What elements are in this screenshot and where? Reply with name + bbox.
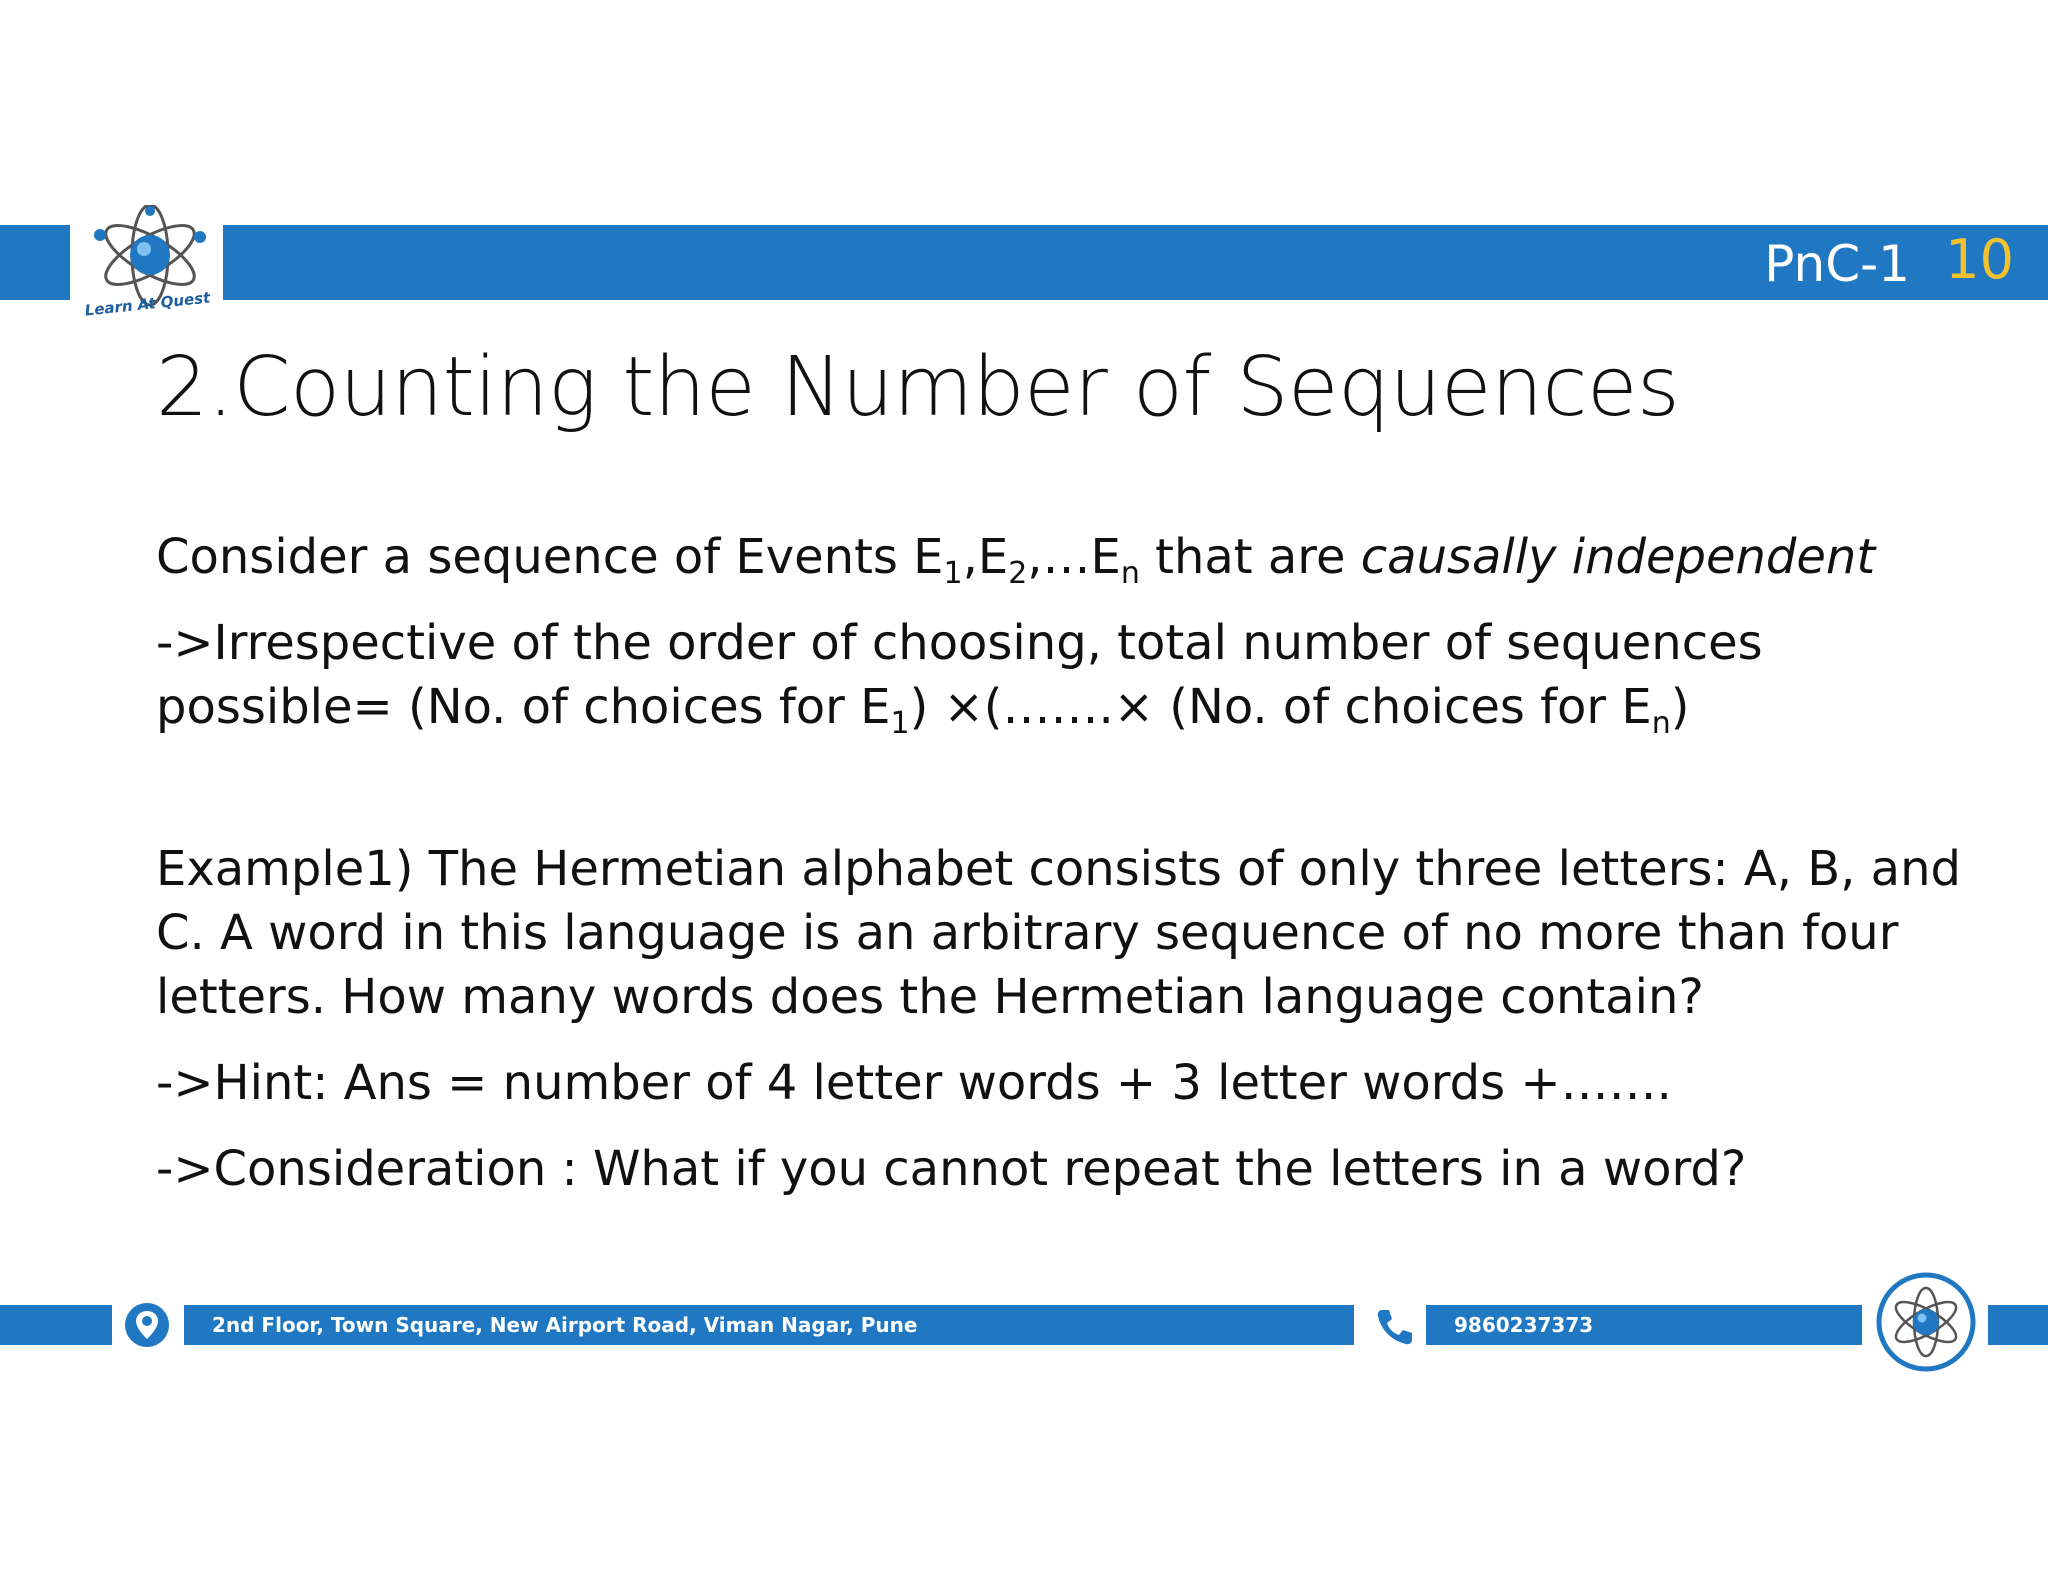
footer-logo-icon — [1876, 1272, 1976, 1372]
slide-body — [156, 525, 1996, 1201]
slide-title: 2.Counting the Number of Sequences — [156, 340, 1680, 435]
paragraph-example: Example1) The Hermetian alphabet consists of only three letters: A, B, and C. A word in this language is an arbitrary sequence of no more than four letters. How many words does the Hermetian language contain? — [156, 841, 1961, 1025]
footer-bar-left — [0, 1305, 112, 1345]
learn-at-quest-logo — [78, 205, 223, 320]
deck-label: PnC-1 — [1764, 235, 1910, 293]
paragraph-product-rule: ->Irrespective of the order of choosing, total number of sequences possible= (No. of choices for $E_1$) ×(…….× (No. of choices for $E_n$) — [156, 615, 1763, 741]
footer-bar-right — [1988, 1305, 2048, 1345]
paragraph-events: Consider a sequence of Events $E_1,E_2,\dots E_n$ that are causally independent — [156, 529, 1876, 591]
location-pin-icon — [124, 1302, 170, 1348]
header-bar-left — [0, 225, 70, 300]
footer-phone: 9860237373 — [1454, 1313, 1594, 1337]
phone-icon — [1372, 1304, 1418, 1350]
paragraph-hint: ->Hint: Ans = number of 4 letter words + 3 letter words +……. — [156, 1055, 1672, 1111]
paragraph-consideration: ->Consideration : What if you cannot repeat the letters in a word? — [156, 1141, 1747, 1197]
slide-number: 10 — [1945, 228, 2014, 291]
footer-address: 2nd Floor, Town Square, New Airport Road, Viman Nagar, Pune — [212, 1313, 918, 1337]
logo-text: Learn At Quest — [83, 288, 212, 320]
